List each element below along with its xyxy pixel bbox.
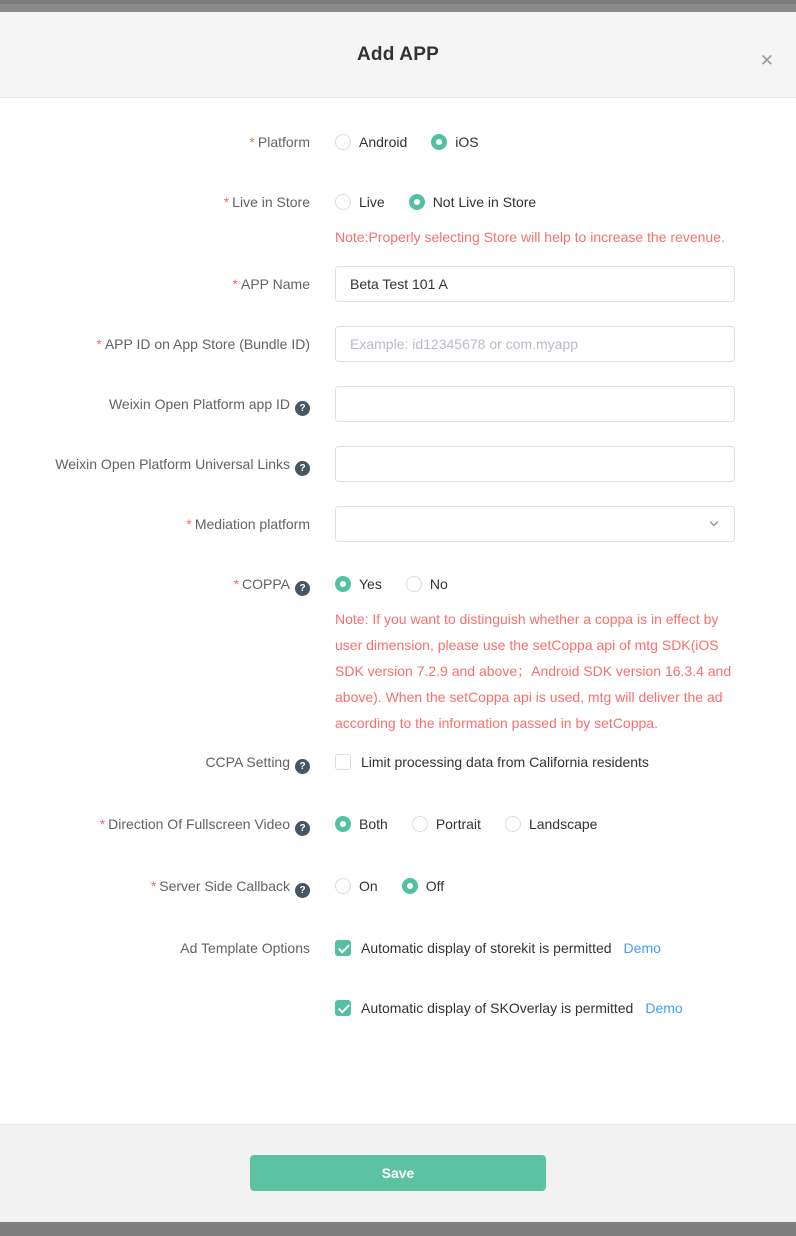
- radio-not-live-label: Not Live in Store: [432, 194, 537, 210]
- required-asterisk: *: [186, 516, 192, 532]
- weixin-universal-links-row: [0, 446, 796, 482]
- coppa-radio-group: [335, 574, 735, 594]
- help-icon[interactable]: ?: [295, 821, 310, 836]
- app-id-input[interactable]: [335, 326, 735, 362]
- platform-radio-group: [335, 132, 735, 152]
- modal-title: Add APP: [357, 43, 439, 65]
- radio-off-label: Off: [425, 878, 445, 894]
- direction-row: [0, 814, 796, 836]
- radio-coppa-no-label: No: [429, 576, 448, 592]
- required-asterisk: *: [232, 276, 238, 292]
- help-icon[interactable]: ?: [295, 581, 310, 596]
- live-in-store-radio-group: [335, 192, 735, 212]
- radio-circle-icon: [335, 816, 351, 832]
- coppa-note: Note: If you want to distinguish whether a coppa is in effect by user dimension, please use the setCoppa api of mtg SDK(iOS SDK version 7.2.9 and above；Android SDK version 16.3.4 and above). When the setCoppa api is used, mtg will deliver the ad according to the information passed in by setCoppa.: [335, 611, 732, 731]
- radio-on-label: On: [359, 878, 378, 894]
- add-app-form: [0, 98, 796, 1124]
- ccpa-checkbox[interactable]: [335, 754, 351, 770]
- skoverlay-demo-link[interactable]: Demo: [645, 1000, 683, 1016]
- server-side-callback-row: [0, 876, 796, 898]
- radio-live-label: Live: [359, 194, 385, 210]
- app-id-row: [0, 326, 796, 362]
- ccpa-label: CCPA Setting ?: [0, 752, 310, 774]
- chevron-down-icon: [708, 518, 720, 530]
- help-icon[interactable]: ?: [295, 759, 310, 774]
- ccpa-checkbox-label: Limit processing data from California residents: [361, 754, 649, 770]
- weixin-app-id-input[interactable]: [335, 386, 735, 422]
- modal-header: [0, 12, 796, 98]
- radio-portrait[interactable]: [412, 814, 481, 834]
- live-in-store-row: [0, 192, 796, 250]
- skoverlay-checkbox-label: Automatic display of SKOverlay is permitted: [361, 1000, 634, 1016]
- required-asterisk: *: [96, 336, 102, 352]
- app-name-label: * APP Name: [232, 276, 310, 292]
- weixin-universal-links-label: Weixin Open Platform Universal Links ?: [0, 446, 310, 482]
- platform-label: * Platform: [249, 134, 310, 150]
- platform-row: [0, 132, 796, 152]
- radio-on[interactable]: [335, 876, 378, 896]
- close-button[interactable]: [760, 52, 774, 69]
- weixin-app-id-label: Weixin Open Platform app ID ?: [0, 386, 310, 422]
- coppa-row: [0, 574, 796, 736]
- direction-radio-group: [335, 814, 735, 834]
- radio-circle-icon: [412, 816, 428, 832]
- coppa-label: * COPPA ?: [0, 574, 310, 596]
- mediation-platform-label: * Mediation platform: [186, 516, 310, 532]
- radio-live[interactable]: [335, 192, 385, 212]
- page-background-top: [0, 4, 796, 12]
- radio-not-live[interactable]: [409, 192, 537, 212]
- radio-portrait-label: Portrait: [435, 816, 481, 832]
- weixin-app-id-row: [0, 386, 796, 422]
- radio-circle-icon: [335, 194, 351, 210]
- skoverlay-checkbox[interactable]: [335, 1000, 351, 1016]
- storekit-demo-link[interactable]: Demo: [623, 940, 661, 956]
- mediation-platform-row: [0, 506, 796, 542]
- ccpa-row: [0, 752, 796, 774]
- modal-footer: [0, 1124, 796, 1222]
- weixin-universal-links-input[interactable]: [335, 446, 735, 482]
- server-side-callback-radio-group: [335, 876, 735, 896]
- radio-ios[interactable]: [431, 132, 478, 152]
- radio-ios-label: iOS: [455, 134, 479, 150]
- radio-off[interactable]: [402, 876, 444, 896]
- required-asterisk: *: [249, 134, 255, 150]
- app-id-label: * APP ID on App Store (Bundle ID): [96, 336, 310, 352]
- help-icon[interactable]: ?: [295, 461, 310, 476]
- required-asterisk: *: [150, 878, 157, 894]
- radio-both-label: Both: [359, 816, 388, 832]
- direction-label: * Direction Of Fullscreen Video ?: [0, 814, 310, 836]
- radio-both[interactable]: [335, 814, 388, 834]
- required-asterisk: *: [223, 194, 230, 210]
- help-icon[interactable]: ?: [295, 401, 310, 416]
- radio-circle-icon: [431, 134, 447, 150]
- store-note: Note:Properly selecting Store will help to increase the revenue.: [335, 229, 725, 245]
- radio-circle-icon: [335, 878, 351, 894]
- ad-template-row-storekit: [0, 938, 796, 958]
- storekit-checkbox[interactable]: [335, 940, 351, 956]
- storekit-checkbox-label: Automatic display of storekit is permitted: [361, 940, 612, 956]
- save-button[interactable]: Save: [250, 1155, 546, 1191]
- required-asterisk: *: [233, 576, 240, 592]
- radio-android-label: Android: [359, 134, 408, 150]
- server-side-callback-label: * Server Side Callback ?: [0, 876, 310, 898]
- radio-coppa-no[interactable]: [406, 574, 448, 594]
- radio-circle-icon: [505, 816, 521, 832]
- app-name-input[interactable]: [335, 266, 735, 302]
- required-asterisk: *: [99, 816, 106, 832]
- radio-landscape-label: Landscape: [528, 816, 598, 832]
- radio-landscape[interactable]: [505, 814, 598, 834]
- mediation-platform-select[interactable]: [335, 506, 735, 542]
- radio-android[interactable]: [335, 132, 407, 152]
- radio-coppa-yes[interactable]: [335, 574, 382, 594]
- live-in-store-label: * Live in Store: [223, 194, 310, 210]
- ad-template-row-skoverlay: [0, 998, 796, 1018]
- page-background-bottom: [0, 1222, 796, 1236]
- radio-coppa-yes-label: Yes: [359, 576, 382, 592]
- close-icon: ✕: [759, 51, 774, 70]
- radio-circle-icon: [335, 576, 351, 592]
- radio-circle-icon: [335, 134, 351, 150]
- radio-circle-icon: [409, 194, 425, 210]
- help-icon[interactable]: ?: [295, 883, 310, 898]
- app-name-row: [0, 266, 796, 302]
- radio-circle-icon: [406, 576, 422, 592]
- ad-template-label: Ad Template Options: [180, 940, 310, 956]
- radio-circle-icon: [402, 878, 418, 894]
